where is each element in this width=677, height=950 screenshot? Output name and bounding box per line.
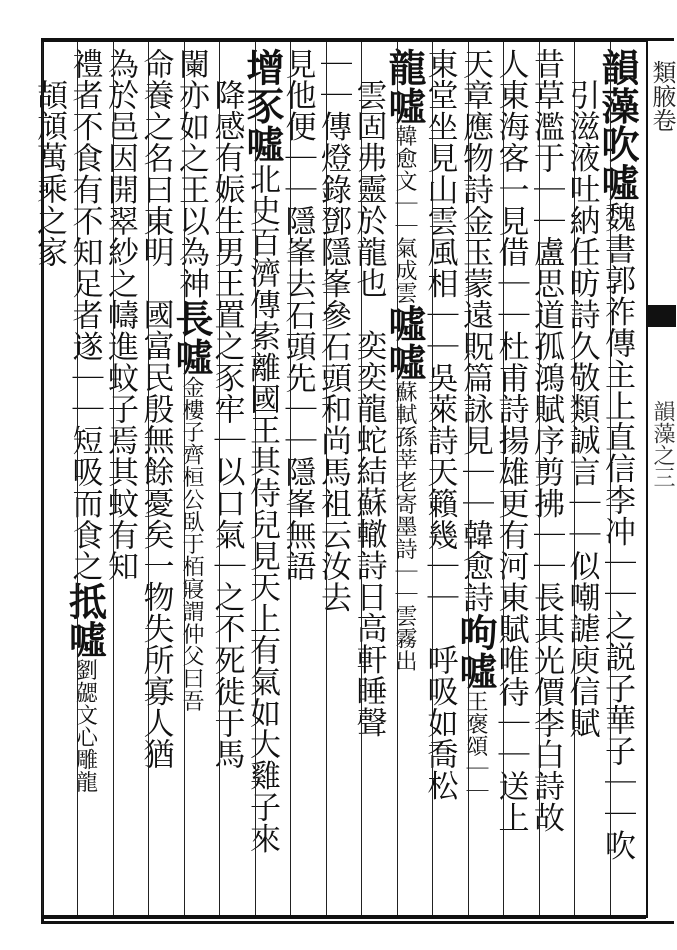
body-text: 引滋液吐納任昉詩久敬類誠言｜｜似嘲謔庾信賦 [563, 79, 600, 739]
column-rule [397, 42, 398, 915]
column-rule [42, 42, 43, 915]
body-text: 闌亦如之王以為神 [173, 48, 209, 300]
text-column [350, 48, 397, 913]
annotation-text: 劉勰文心雕龍 [72, 658, 98, 794]
annotation-text: 韓愈文｜｜氣成雲 [392, 124, 417, 305]
text-column [563, 48, 610, 913]
column-rule [326, 42, 327, 915]
entry-heading: 增豕噓 [240, 48, 285, 164]
body-text: 呼吸如喬松 [421, 644, 458, 802]
column-rule [432, 42, 433, 915]
body-text: ｜｜傳燈錄鄧隱峯參石頭和尚馬祖云汝去 [315, 48, 351, 614]
body-text: 昔草濫于｜｜盧思道孤鴻賦序剪拂｜｜長其光價李白詩故 [528, 48, 564, 833]
body-text: 禮者不食有不知足者遂｜｜短吸而食之 [66, 48, 103, 582]
column-rule [361, 42, 362, 915]
column-rule [184, 42, 185, 915]
column-rule [574, 42, 575, 915]
margin-title: 類腋卷 [648, 60, 676, 132]
text-column [279, 48, 326, 913]
text-column [240, 48, 291, 913]
text-column [102, 48, 149, 913]
body-text: 降感有娠生男王置之豕牢｜以口氣｜之不死徙于馬 [208, 79, 245, 770]
text-column [315, 48, 362, 913]
body-text: 北史百濟傳索離國王其侍兒見天上有氣如大雞子來 [244, 163, 280, 855]
annotation-text: 金樓子齊桓公臥于栢寢謂仲父曰吾 [179, 376, 204, 713]
column-rule [610, 42, 611, 915]
body-text: 見他便｜｜隱峯去石頭先｜｜隱峯無語 [279, 48, 316, 582]
column-rule [148, 42, 149, 915]
body-text [31, 48, 67, 79]
text-column [208, 48, 255, 913]
column-rule [77, 42, 78, 915]
margin-section: 韻藻之三 [650, 400, 675, 488]
entry-heading: 韻藻吹噓 [595, 48, 640, 202]
text-column [421, 48, 468, 913]
text-column [528, 48, 575, 913]
body-text: 雲固弗靈於龍也 [350, 79, 387, 299]
top-border [41, 38, 646, 42]
text-column [453, 48, 504, 913]
body-text: 命養之名曰東明 [137, 48, 174, 268]
text-column [492, 48, 539, 913]
column-rule [468, 42, 469, 915]
body-text: 奕奕龍蛇結蘇轍詩日高軒睡聲 [350, 329, 387, 739]
annotation-text: 蘇軾孫莘老寄墨詩｜｜雲霧出 [392, 380, 417, 673]
column-rule [219, 42, 220, 915]
column-rule [539, 42, 540, 915]
body-text: 天章應物詩金玉蒙遠貺篇詠見｜｜韓愈詩 [457, 48, 493, 614]
entry-heading: 長噓 [169, 299, 214, 377]
body-text: 人東海客一見借｜｜杜甫詩揚雄更有河東賦唯待｜｜送上 [492, 48, 529, 833]
body-text: 為於邑因開翠紗之幬進蚊子焉其蚊有知 [102, 48, 138, 582]
annotation-text: 王褒頌｜｜ [463, 690, 488, 803]
column-rule [255, 42, 256, 915]
text-column [382, 48, 433, 913]
body-text: 魏書郭祚傳主上直信李冲｜｜之説子華子｜｜吹 [599, 201, 635, 862]
column-rule [503, 42, 504, 915]
text-column [137, 48, 184, 913]
entry-heading: 呴噓 [453, 613, 498, 691]
entry-heading: 噓噓 [382, 304, 427, 381]
body-text: 東堂坐見山雲風相｜｜吳萊詩天籟幾｜｜ [421, 48, 458, 614]
body-text: 頡頏萬乘之家 [31, 79, 67, 268]
text-column [62, 48, 113, 913]
text-column [31, 48, 78, 913]
bottom-border [41, 915, 646, 919]
body-text: 國富民殷無餘憂矣一物失所寡人猶 [137, 298, 174, 770]
fishtail-mark [648, 305, 676, 327]
column-rule [113, 42, 114, 915]
text-column [169, 48, 220, 913]
column-rule [290, 42, 291, 915]
text-column [595, 48, 646, 913]
entry-heading: 龍噓 [382, 48, 427, 125]
entry-heading: 抵噓 [62, 581, 108, 659]
